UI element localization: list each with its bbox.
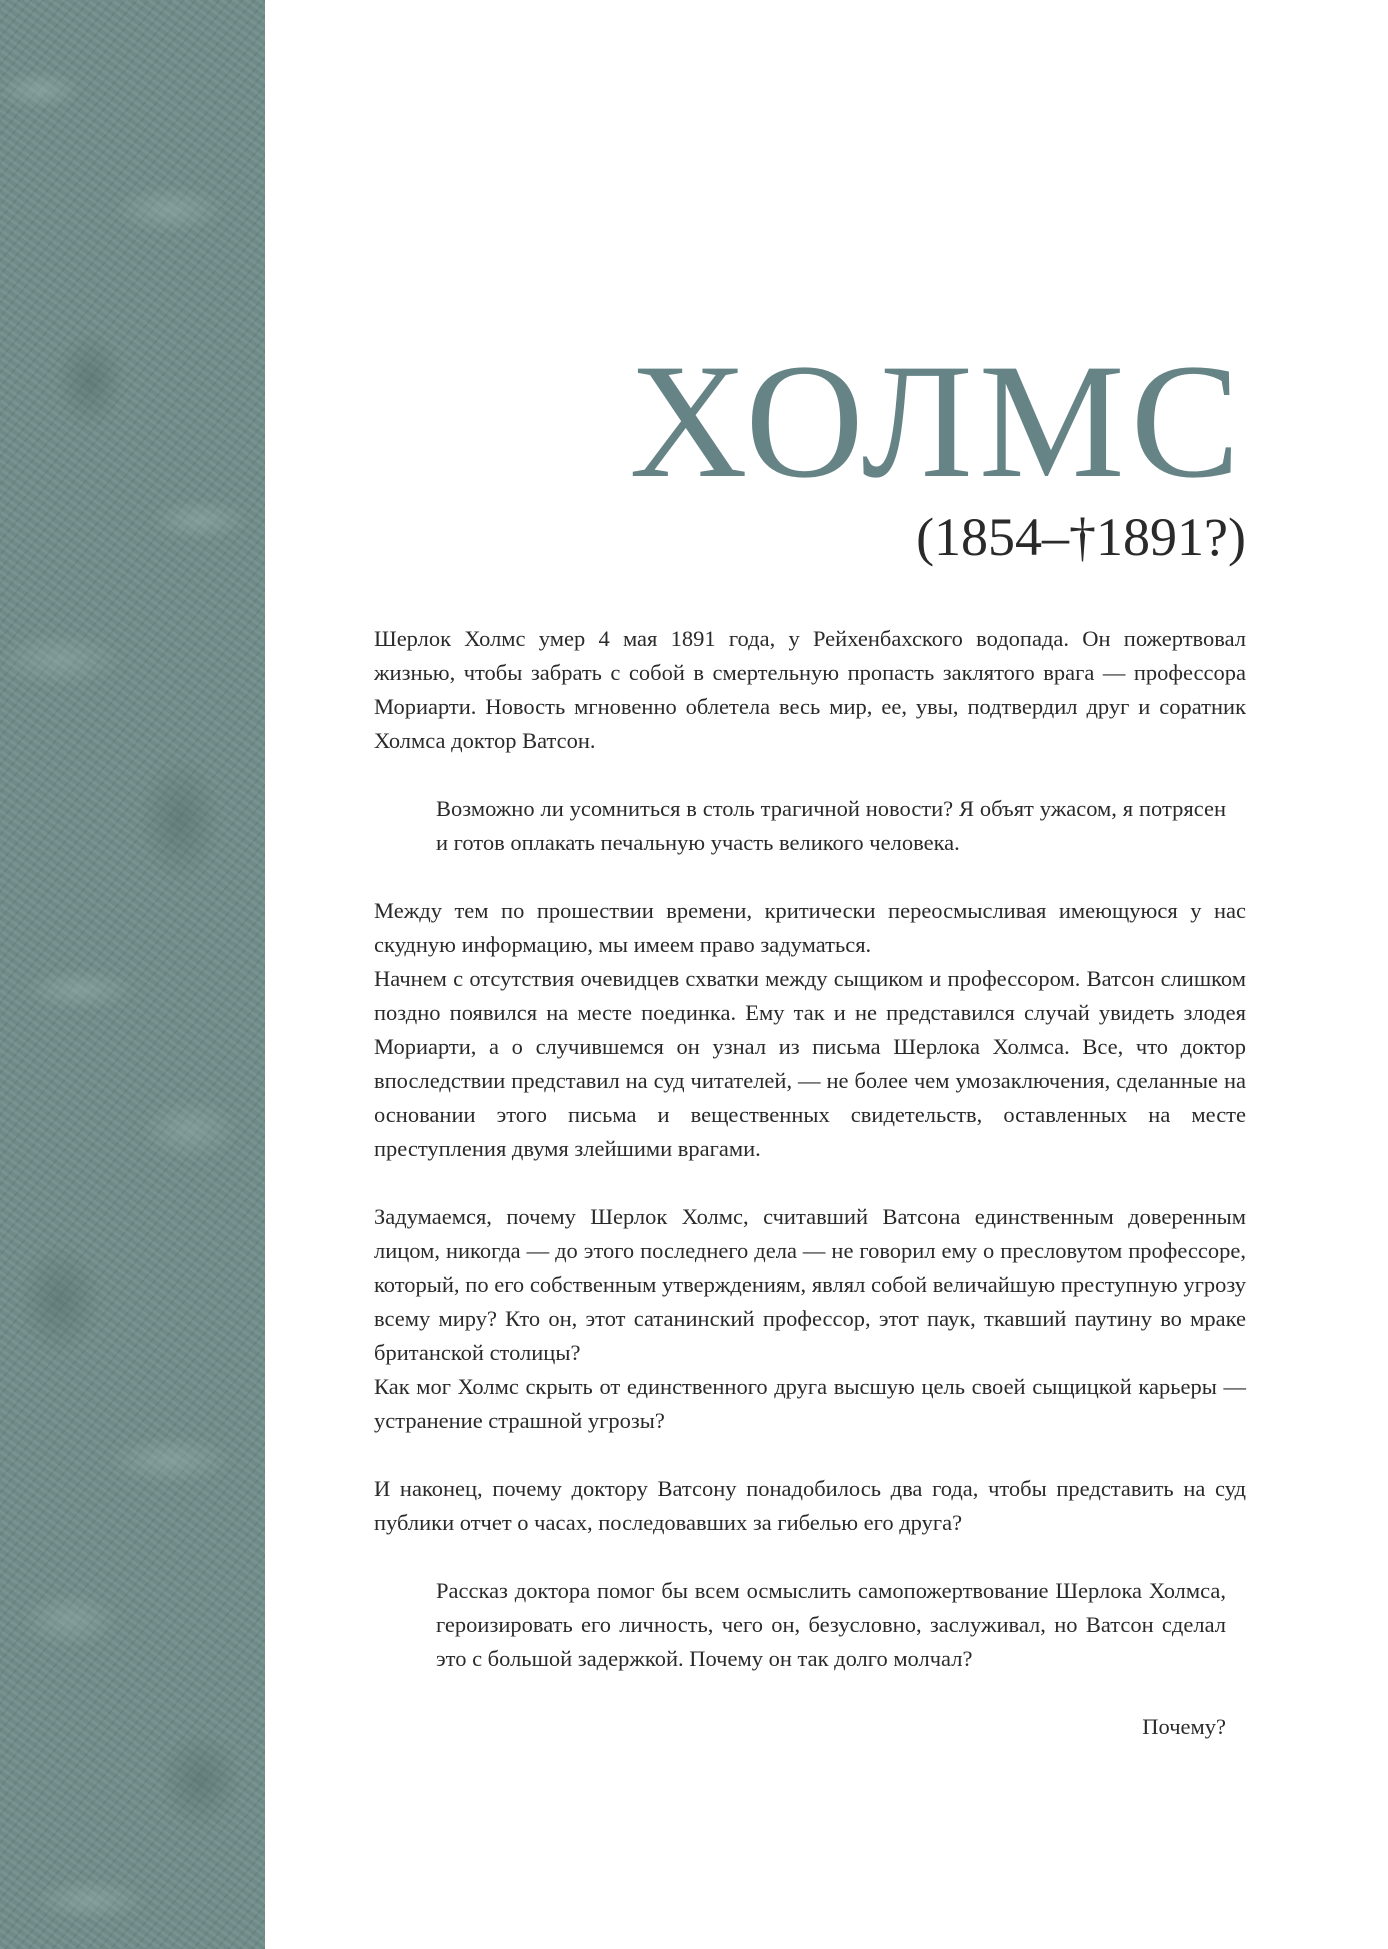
- body-text: [374, 622, 1246, 1744]
- paragraph: Начнем с отсутствия очевидцев схватки между сыщиком и профессором. Ватсон слишком поздно появился на месте поединка. Ему так и не представился случай увидеть злодея Мориарти, а о случившемся он узнал из письма Шерлока Холмса. Все, что доктор впоследствии представил на суд читателей, — не более чем умозаключения, сделанные на основании этого письма и вещественных свидетельств, оставленных на месте преступления двумя злейшими врагами.: [374, 966, 1246, 1161]
- decorative-sidebar: [0, 0, 265, 1949]
- paragraph: Шерлок Холмс умер 4 мая 1891 года, у Рейхенбахского водопада. Он пожертвовал жизнью, чтобы забрать с собой в смертельную пропасть заклятого врага — профессора Мориарти. Новость мгновенно облетела весь мир, ее, увы, подтвердил друг и соратник Холмса доктор Ватсон.: [374, 626, 1246, 753]
- page-title: ХОЛМС: [629, 331, 1246, 512]
- paragraph: Между тем по прошествии времени, критически переосмысливая имеющуюся у нас скудную информацию, мы имеем право задуматься.: [374, 898, 1246, 957]
- closing-question: Почему?: [1142, 1714, 1226, 1739]
- life-dates: (1854–†1891?): [916, 507, 1246, 567]
- paragraph: Как мог Холмс скрыть от единственного друга высшую цель своей сыщицкой карьеры — устранение страшной угрозы?: [374, 1374, 1246, 1433]
- paragraph: И наконец, почему доктору Ватсону понадобилось два года, чтобы представить на суд публики отчет о часах, последовавших за гибелью его друга?: [374, 1476, 1246, 1535]
- paragraph: Задумаемся, почему Шерлок Холмс, считавший Ватсона единственным доверенным лицом, никогда — до этого последнего дела — не говорил ему о пресловутом профессоре, который, по его собственным утверждениям, являл собой величайшую преступную угрозу всему миру? Кто он, этот сатанинский профессор, этот паук, ткавший паутину во мраке британской столицы?: [374, 1204, 1246, 1365]
- quote-paragraph: Возможно ли усомниться в столь трагичной новости? Я объят ужасом, я потрясен и готов оплакать печальную участь великого человека.: [436, 796, 1226, 855]
- quote-paragraph: Рассказ доктора помог бы всем осмыслить самопожертвование Шерлока Холмса, героизировать его личность, чего он, безусловно, заслуживал, но Ватсон сделал это с большой задержкой. Почему он так долго молчал?: [436, 1578, 1226, 1671]
